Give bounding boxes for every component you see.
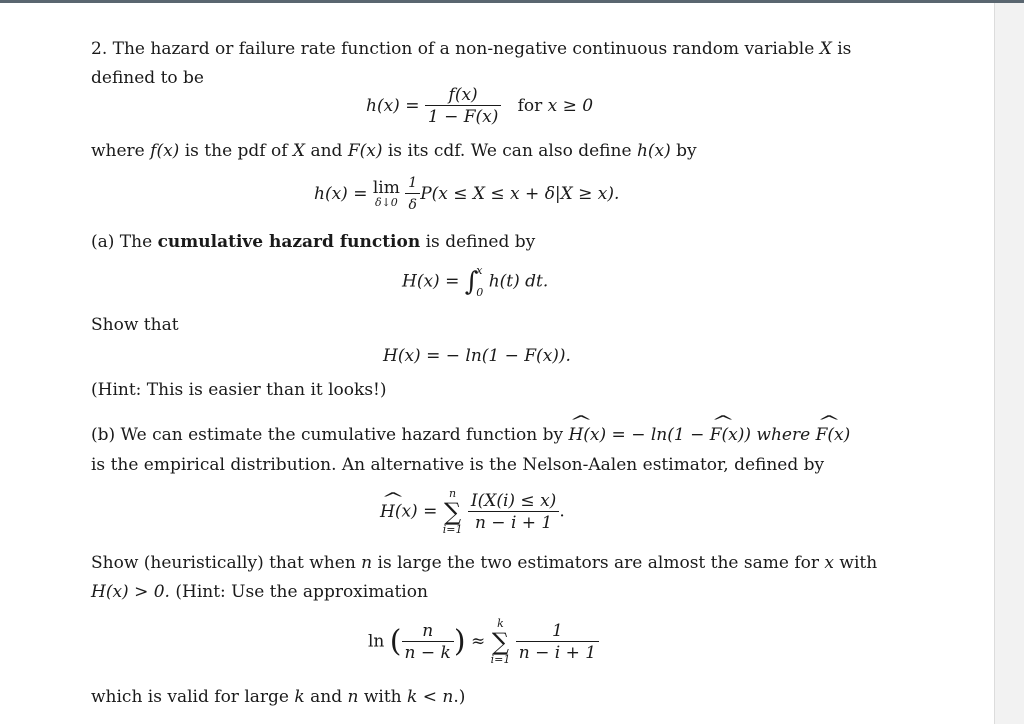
- equation-hazard-definition: h(x) = $\frac{f(x)}{1 - F(x)}$ for x ≥ 0: [366, 85, 594, 127]
- hint-a: (Hint: This is easier than it looks!): [91, 380, 387, 400]
- final-validity-line: which is valid for large k and n with k < n.): [91, 687, 466, 707]
- show-heuristic-line1: Show (heuristically) that when n is large the two estimators are almost the same for x with: [91, 553, 878, 573]
- equation-hazard-limit: h(x) = lim δ↓0 $\frac{1}{\delta}$ P(x ≤ X ≤ x + δ|X ≥ x).: [314, 175, 620, 213]
- equation-target: H(x) = − ln(1 − F(x)).: [383, 346, 571, 366]
- part-b-line2: is the empirical distribution. An alternative is the Nelson-Aalen estimator, defined by: [91, 455, 825, 475]
- show-heuristic-line2: H(x) > 0. (Hint: Use the approximation: [91, 582, 428, 602]
- part-a-heading: (a) The cumulative hazard function is defined by: [91, 232, 536, 252]
- equation-log-approx: ln ( $\frac{n}{n - k}$ ) ≈ k ∑ i=1 $\frac{1}{n - i + 1}$: [368, 618, 599, 666]
- scrollbar-gutter[interactable]: [994, 3, 1024, 724]
- problem-intro-line1: 2. The hazard or failure rate function of a non-negative continuous random variable X is: [91, 39, 852, 59]
- equation-nelson-aalen: ^ H(x) = n ∑ i=1 $\frac{I(X(i) \le x)}{n - i + 1}$ .: [380, 488, 565, 536]
- problem-intro-line2: defined to be: [91, 68, 204, 88]
- problem-number: 2.: [91, 39, 108, 59]
- part-b-line1: (b) We can estimate the cumulative hazard function by ^ H(x) = − ln(1 − ^ F(x)) where ^ F(x): [91, 424, 850, 446]
- where-line: where f(x) is the pdf of X and F(x) is its cdf. We can also define h(x) by: [91, 141, 697, 161]
- equation-cumulative-hazard: H(x) = ∫ x 0 h(t) dt.: [402, 264, 549, 299]
- show-that-label: Show that: [91, 315, 179, 335]
- document-page: [0, 3, 994, 724]
